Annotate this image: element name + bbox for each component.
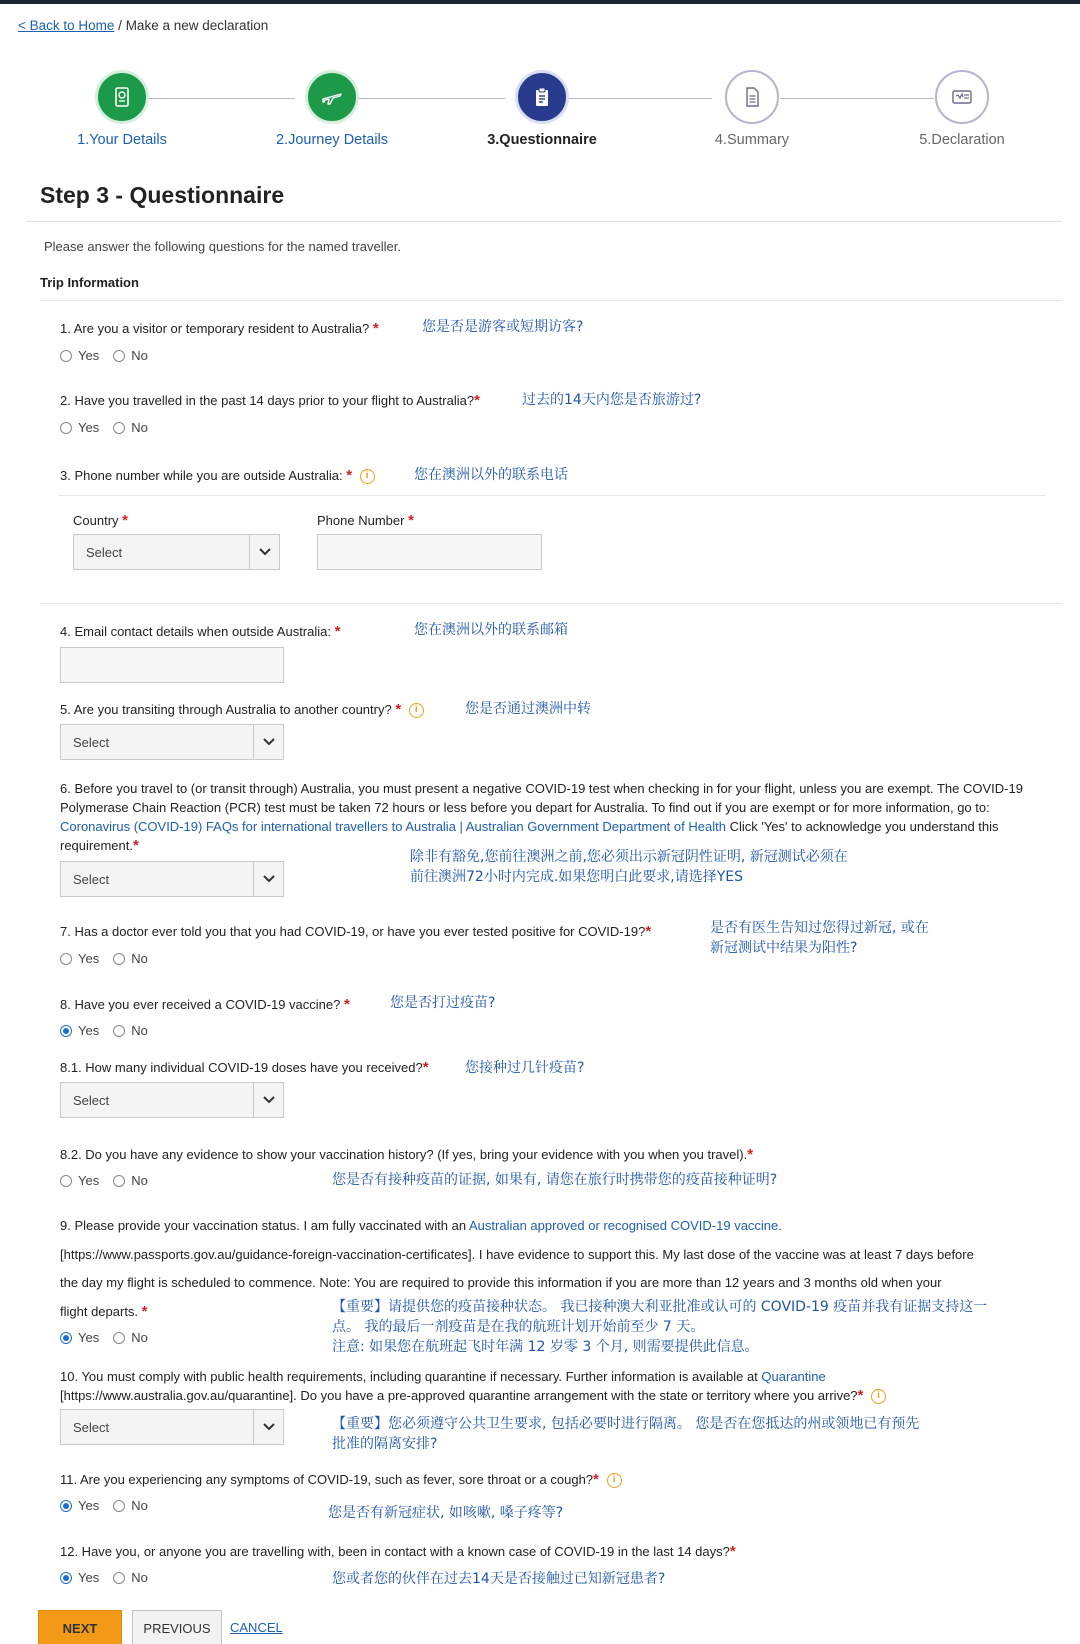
required-marker: *	[122, 512, 128, 529]
chinese-annotation: 前往澳洲72小时内完成.如果您明白此要求,请选择YES	[410, 869, 743, 885]
question-2	[60, 391, 480, 410]
radio-no[interactable]	[113, 1330, 148, 1345]
radio-label: No	[131, 1173, 148, 1188]
passport-icon	[95, 70, 149, 124]
radio-label: Yes	[78, 951, 100, 966]
question-8-2	[60, 1145, 753, 1164]
top-bar	[0, 0, 1080, 4]
select-value: Select	[73, 734, 110, 750]
radio-circle	[113, 1500, 125, 1512]
radio-no[interactable]	[113, 1023, 148, 1038]
required-marker: *	[346, 467, 353, 484]
radio-label: Yes	[78, 420, 100, 435]
question-text: 9. Please provide your vaccination status. I am fully vaccinated with an	[60, 1218, 469, 1233]
step-label: 2.Journey Details	[275, 132, 389, 148]
radio-label: No	[131, 1023, 148, 1038]
chinese-annotation: 您是否是游客或短期访客?	[422, 319, 584, 335]
radio-circle	[60, 350, 72, 362]
chevron-down-icon	[253, 1083, 283, 1117]
required-marker: *	[408, 512, 414, 529]
radio-label: No	[131, 1330, 148, 1345]
radio-no[interactable]	[113, 1498, 148, 1513]
radio-circle-selected	[60, 1332, 72, 1344]
radio-circle-selected	[60, 1025, 72, 1037]
radio-label: Yes	[78, 348, 100, 363]
chevron-down-icon	[253, 725, 283, 759]
radio-yes[interactable]	[60, 951, 99, 966]
email-field[interactable]	[60, 647, 284, 683]
chinese-annotation: 您是否打过疫苗?	[390, 995, 496, 1011]
question-11	[60, 1470, 626, 1489]
chinese-annotation: 【重要】请提供您的疫苗接种状态。 我已接种澳大利亚批准或认可的 COVID-19 疫苗并我有证据支持这一	[332, 1299, 988, 1315]
chinese-annotation: 您是否有接种疫苗的证据, 如果有, 请您在旅行时携带您的疫苗接种证明?	[332, 1172, 778, 1188]
country-label: Country *	[73, 512, 128, 529]
radio-circle	[113, 953, 125, 965]
radio-label: Yes	[78, 1173, 100, 1188]
step-label: 1.Your Details	[77, 132, 167, 148]
step-questionnaire[interactable]	[467, 70, 617, 148]
radio-label: No	[131, 951, 148, 966]
info-icon[interactable]: i	[360, 469, 375, 484]
radio-yes[interactable]	[60, 1173, 99, 1188]
step-label: 3.Questionnaire	[487, 132, 597, 148]
clipboard-icon	[515, 70, 569, 124]
radio-no[interactable]	[113, 420, 148, 435]
radio-group-q2	[60, 420, 148, 435]
radio-circle	[113, 1175, 125, 1187]
question-3	[60, 466, 379, 485]
radio-label: No	[131, 420, 148, 435]
quarantine-select[interactable]	[60, 1409, 284, 1445]
required-marker: *	[747, 1146, 754, 1163]
question-6	[60, 779, 1030, 855]
step-declaration[interactable]	[887, 70, 1037, 148]
breadcrumb	[18, 18, 268, 33]
radio-circle-selected	[60, 1500, 72, 1512]
chinese-annotation: 您在澳洲以外的联系电话	[414, 467, 568, 483]
question-text: 8.2. Do you have any evidence to show your vaccination history? (If yes, bring your evidence with you when you travel).	[60, 1147, 748, 1162]
radio-group-q1	[60, 348, 148, 363]
doses-select[interactable]	[60, 1082, 284, 1118]
chinese-annotation: 您是否通过澳洲中转	[465, 701, 591, 717]
divider	[40, 603, 1062, 604]
radio-label: No	[131, 1570, 148, 1585]
page-title: Step 3 - Questionnaire	[40, 182, 285, 208]
radio-circle	[60, 1175, 72, 1187]
radio-circle	[113, 422, 125, 434]
required-marker: *	[474, 392, 480, 409]
radio-yes[interactable]	[60, 1570, 99, 1585]
select-value: Select	[73, 1419, 110, 1435]
question-text: Click 'Yes' to acknowledge you understand this requirement.	[60, 819, 999, 853]
chinese-annotation: 点。 我的最后一剂疫苗是在我的航班计划开始前至少 7 天。	[332, 1319, 705, 1335]
radio-label: Yes	[78, 1330, 100, 1345]
required-marker: *	[593, 1471, 599, 1488]
question-text: 5. Are you transiting through Australia to another country?	[60, 702, 392, 717]
info-icon[interactable]: i	[409, 703, 424, 718]
chinese-annotation: 批准的隔离安排?	[332, 1436, 438, 1452]
question-9-line-2: [https://www.passports.gov.au/guidance-foreign-vaccination-certificates]. I have evidence to support this. My last dose of the vaccine was at least 7 days before	[60, 1247, 974, 1262]
info-icon[interactable]: i	[607, 1473, 622, 1488]
required-marker: *	[422, 1059, 429, 1076]
required-marker: *	[141, 1303, 148, 1320]
back-to-home-link[interactable]: < Back to Home	[18, 18, 115, 33]
question-7	[60, 922, 651, 941]
question-text: [https://www.australia.gov.au/quarantine]. Do you have a pre-approved quarantine arrangement with the state or territory where you arrive?	[60, 1388, 858, 1403]
step-journey-details[interactable]	[257, 70, 407, 148]
divider	[26, 221, 1062, 222]
required-marker: *	[395, 701, 402, 718]
question-text: 8.1. How many individual COVID-19 doses have you received?	[60, 1060, 423, 1075]
chinese-annotation: 除非有豁免,您前往澳洲之前,您必须出示新冠阴性证明, 新冠测试必须在	[410, 849, 848, 865]
instruction-text: Please answer the following questions for the named traveller.	[44, 239, 401, 254]
chinese-annotation: 您在澳洲以外的联系邮箱	[414, 622, 568, 638]
radio-label: Yes	[78, 1498, 100, 1513]
required-marker: *	[132, 837, 139, 854]
question-10-line-1	[60, 1367, 826, 1386]
question-9-line-4	[60, 1302, 148, 1321]
chinese-annotation: 过去的14天内您是否旅游过?	[522, 392, 702, 408]
breadcrumb-current: Make a new declaration	[125, 18, 269, 33]
select-value: Select	[73, 871, 110, 887]
chevron-down-icon	[249, 535, 279, 569]
question-text: 4. Email contact details when outside Australia:	[60, 624, 331, 639]
step-label: 5.Declaration	[919, 132, 1005, 148]
covid-faq-link[interactable]: Coronavirus (COVID-19) FAQs for international travellers to Australia | Australian Government Department of Health	[60, 819, 726, 834]
radio-yes[interactable]	[60, 1023, 99, 1038]
country-select[interactable]	[73, 534, 280, 570]
radio-group-q8	[60, 1023, 148, 1038]
airplane-icon	[305, 70, 359, 124]
chinese-annotation: 新冠测试中结果为阳性?	[710, 940, 858, 956]
radio-circle	[113, 1332, 125, 1344]
step-summary[interactable]	[677, 70, 827, 148]
radio-group-q9	[60, 1330, 148, 1345]
question-text: 3. Phone number while you are outside Australia:	[60, 468, 343, 483]
covid-test-ack-select[interactable]	[60, 861, 284, 897]
chinese-annotation: 您是否有新冠症状, 如咳嗽, 嗓子疼等?	[328, 1505, 564, 1521]
required-marker: *	[729, 1543, 736, 1560]
transit-select[interactable]	[60, 724, 284, 760]
radio-no[interactable]	[113, 1570, 148, 1585]
required-marker: *	[645, 923, 652, 940]
question-text: 10. You must comply with public health requirements, including quarantine if necessary. Further information is available at	[60, 1369, 762, 1384]
question-text: 12. Have you, or anyone you are travelling with, been in contact with a known case of COVID-19 in the last 14 days?	[60, 1544, 730, 1559]
phone-number-input[interactable]	[317, 534, 542, 570]
radio-circle	[113, 350, 125, 362]
radio-yes[interactable]	[60, 348, 99, 363]
breadcrumb-separator: /	[114, 18, 126, 33]
radio-no[interactable]	[113, 1173, 148, 1188]
section-heading: Trip Information	[40, 275, 139, 290]
divider	[40, 300, 1062, 301]
required-marker: *	[372, 320, 379, 337]
radio-circle	[113, 1572, 125, 1584]
question-4	[60, 622, 340, 641]
required-marker: *	[857, 1387, 864, 1404]
question-9-line-1	[60, 1216, 782, 1235]
progress-stepper	[0, 70, 1080, 150]
select-value: Select	[86, 544, 123, 560]
id-card-icon	[935, 70, 989, 124]
chevron-down-icon	[253, 862, 283, 896]
radio-label: Yes	[78, 1023, 100, 1038]
info-icon[interactable]: i	[871, 1389, 886, 1404]
required-marker: *	[334, 623, 341, 640]
question-text: 6. Before you travel to (or transit through) Australia, you must present a negative COVID-19 test when checking in for your flight, unless you are exempt. The COVID-19 Polymerase Chain Reaction (PCR) test must be taken 72 hours or less before you depart for Australia. To find out if you are exempt or for more information, go to:	[60, 781, 1023, 815]
select-value: Select	[73, 1092, 110, 1108]
radio-circle-selected	[60, 1572, 72, 1584]
step-your-details[interactable]	[47, 70, 197, 148]
cancel-link[interactable]: CANCEL	[230, 1620, 283, 1635]
previous-button[interactable]: PREVIOUS	[132, 1610, 222, 1644]
question-12	[60, 1542, 736, 1561]
phone-number-label: Phone Number *	[317, 512, 414, 529]
question-8	[60, 995, 350, 1014]
step-label: 4.Summary	[714, 132, 790, 148]
radio-label: No	[131, 348, 148, 363]
chevron-down-icon	[253, 1410, 283, 1444]
next-button[interactable]: NEXT	[38, 1610, 122, 1644]
chinese-annotation: 您或者您的伙伴在过去14天是否接触过已知新冠患者?	[332, 1571, 666, 1587]
radio-circle	[113, 1025, 125, 1037]
radio-circle	[60, 422, 72, 434]
question-text: 8. Have you ever received a COVID-19 vaccine?	[60, 997, 341, 1012]
radio-yes[interactable]	[60, 420, 99, 435]
radio-group-q11	[60, 1498, 148, 1513]
radio-group-q12	[60, 1570, 148, 1585]
question-10-line-2	[60, 1386, 890, 1405]
question-text: 11. Are you experiencing any symptoms of COVID-19, such as fever, sore throat or a cough?	[60, 1472, 594, 1487]
question-8-1	[60, 1058, 429, 1077]
chinese-annotation: 是否有医生告知过您得过新冠, 或在	[710, 920, 929, 936]
radio-yes[interactable]	[60, 1498, 99, 1513]
radio-circle	[60, 953, 72, 965]
required-marker: *	[343, 996, 350, 1013]
question-text: 7. Has a doctor ever told you that you had COVID-19, or have you ever tested positive for COVID-19?	[60, 924, 646, 939]
document-icon	[725, 70, 779, 124]
question-5	[60, 700, 428, 719]
chinese-annotation: 【重要】您必须遵守公共卫生要求, 包括必要时进行隔离。 您是否在您抵达的州或领地已有预先	[332, 1416, 920, 1432]
approved-vaccine-link[interactable]: Australian approved or recognised COVID-19 vaccine.	[469, 1218, 782, 1233]
radio-label: No	[131, 1498, 148, 1513]
radio-no[interactable]	[113, 348, 148, 363]
question-text: 2. Have you travelled in the past 14 days prior to your flight to Australia?	[60, 393, 475, 408]
radio-label: Yes	[78, 1570, 100, 1585]
radio-no[interactable]	[113, 951, 148, 966]
question-text: flight departs.	[60, 1304, 139, 1319]
question-9-line-3: the day my flight is scheduled to commence. Note: You are required to provide this information if you are more than 12 years and 3 months old when your	[60, 1275, 942, 1290]
divider	[58, 495, 1046, 496]
radio-group-q7	[60, 951, 148, 966]
chinese-annotation: 注意: 如果您在航班起飞时年满 12 岁零 3 个月, 则需要提供此信息。	[332, 1339, 759, 1355]
question-text: 1. Are you a visitor or temporary resident to Australia?	[60, 321, 370, 336]
radio-yes[interactable]	[60, 1330, 99, 1345]
chinese-annotation: 您接种过几针疫苗?	[465, 1060, 585, 1076]
radio-group-q8-2	[60, 1173, 148, 1188]
quarantine-link[interactable]: Quarantine	[761, 1369, 826, 1384]
question-1	[60, 319, 379, 338]
